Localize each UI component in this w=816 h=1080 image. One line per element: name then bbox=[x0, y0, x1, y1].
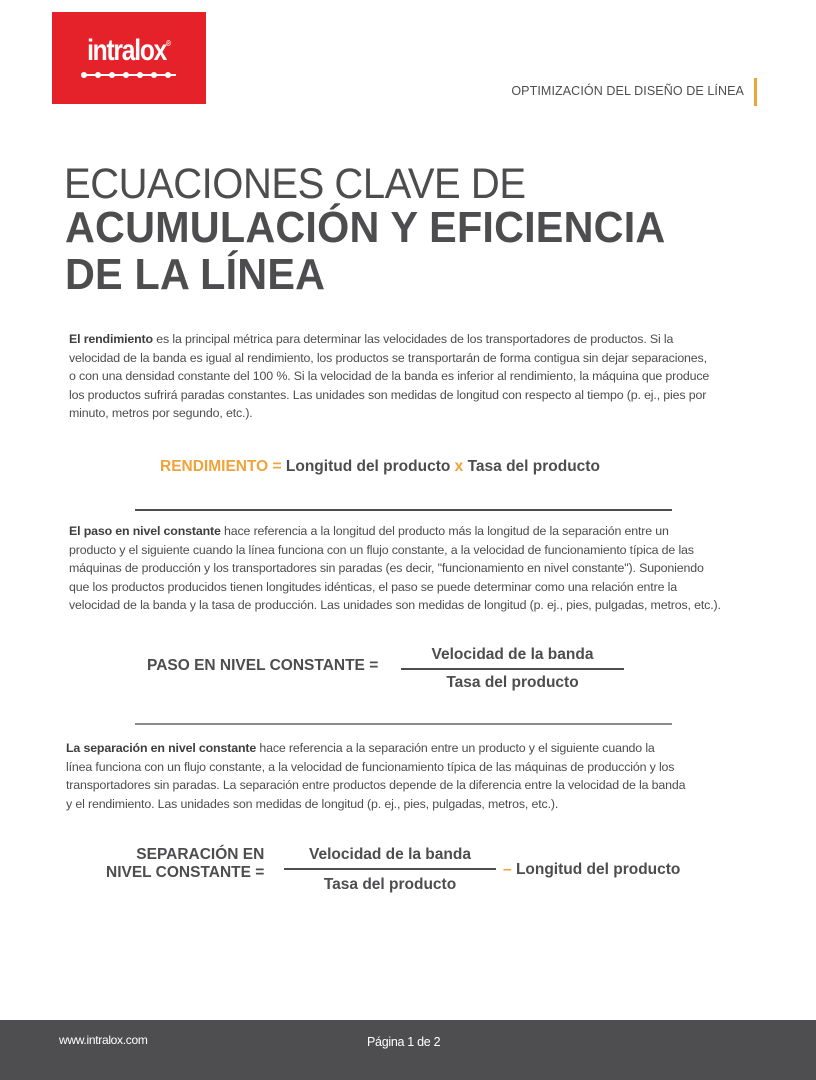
equation-label-line: SEPARACIÓN EN bbox=[136, 846, 265, 863]
equation-paso-label: PASO EN NIVEL CONSTANTE = bbox=[147, 657, 379, 674]
page-title-line-3: DE LA LÍNEA bbox=[65, 250, 326, 299]
paragraph-rendimiento bbox=[69, 330, 759, 423]
fraction-numerator: Velocidad de la banda bbox=[431, 646, 594, 663]
paragraph-paso bbox=[69, 522, 759, 615]
equation-paso-fraction bbox=[401, 646, 624, 692]
equation-operator: – bbox=[503, 861, 512, 878]
paragraph-line: línea funciona con un flujo constante, a la velocidad de funcionamiento típica de las máquinas de producción y los bbox=[66, 759, 675, 774]
equation-label-line: NIVEL CONSTANTE = bbox=[106, 864, 265, 881]
trademark-symbol: ® bbox=[166, 39, 171, 48]
fraction-bar bbox=[401, 668, 624, 670]
section-divider bbox=[135, 509, 672, 511]
footer-website-link[interactable]: www.intralox.com bbox=[59, 1033, 148, 1047]
equation-term: Longitud del producto bbox=[285, 458, 451, 475]
paragraph-lead: La separación en nivel constante bbox=[66, 741, 257, 755]
paragraph-lead: El paso en nivel constante bbox=[69, 524, 221, 538]
section-divider bbox=[135, 723, 672, 725]
footer-page-number: Página 1 de 2 bbox=[367, 1035, 441, 1049]
section-header-title: OPTIMIZACIÓN DEL DISEÑO DE LÍNEA bbox=[511, 84, 744, 98]
fraction-numerator: Velocidad de la banda bbox=[309, 846, 471, 863]
paragraph-line: velocidad de la banda y la tasa de producción. Las unidades son medidas de longitud (p. ej., pies, pulgadas, metros, etc.). bbox=[69, 598, 721, 613]
logo-text: intralox bbox=[87, 34, 167, 67]
logo-wordmark bbox=[66, 34, 192, 68]
paragraph-line: máquinas de producción y los transportadores sin paradas (es decir, "funcionamiento en nivel constante"). Suponiendo bbox=[69, 561, 704, 576]
paragraph-lead: El rendimiento bbox=[69, 332, 153, 346]
equation-label: RENDIMIENTO = bbox=[160, 458, 282, 475]
paragraph-line: transportadores sin paradas. La separación entre productos depende de la diferencia entre la velocidad de la banda bbox=[66, 778, 686, 793]
paragraph-line: que los productos producidos tienen longitudes idénticas, el paso se puede determinar como una relación entre la bbox=[69, 579, 677, 594]
equation-term: Tasa del producto bbox=[467, 458, 600, 475]
paragraph-text: hace referencia a la longitud del producto más la longitud de la separación entre un bbox=[220, 524, 669, 538]
paragraph-text: es la principal métrica para determinar las velocidades de los transportadores de productos. Si la bbox=[152, 332, 674, 346]
page-title-line-1: ECUACIONES CLAVE DE bbox=[64, 160, 526, 208]
paragraph-line: velocidad de la banda es igual al rendimiento, los productos se transportarán de forma contigua sin dejar separaciones, bbox=[69, 350, 707, 365]
paragraph-line: o con una densidad constante del 100 %. Si la velocidad de la banda es inferior al rendimiento, la máquina que produce bbox=[69, 369, 710, 384]
header-accent-bar bbox=[754, 78, 757, 106]
paragraph-line: minuto, metros por segundo, etc.). bbox=[69, 406, 253, 421]
equation-separacion-tail bbox=[503, 861, 680, 879]
paragraph-line: producto y el siguiente cuando la línea funciona con un flujo constante, a la velocidad de funcionamiento típica de las bbox=[69, 542, 694, 557]
fraction-denominator: Tasa del producto bbox=[446, 673, 579, 691]
intralox-logo bbox=[52, 12, 206, 104]
equation-term: Longitud del producto bbox=[515, 861, 681, 878]
equation-separacion-label bbox=[106, 846, 264, 882]
equation-separacion-fraction bbox=[284, 846, 496, 894]
equation-operator: x bbox=[454, 458, 464, 475]
paragraph-line: los productos sufrirá paradas constantes. Las unidades son medidas de longitud con respecto al tiempo (p. ej., pies por bbox=[69, 387, 707, 402]
page-title-line-2: ACUMULACIÓN Y EFICIENCIA bbox=[65, 203, 666, 252]
paragraph-text: hace referencia a la separación entre un producto y el siguiente cuando la bbox=[256, 741, 655, 755]
paragraph-separacion bbox=[66, 739, 726, 813]
paragraph-line: y el rendimiento. Las unidades son medidas de longitud (p. ej., pies, pulgadas, metros, etc.). bbox=[66, 796, 559, 811]
fraction-denominator: Tasa del producto bbox=[323, 875, 457, 893]
fraction-bar bbox=[284, 868, 496, 870]
equation-rendimiento bbox=[160, 458, 600, 476]
chain-icon bbox=[80, 71, 178, 79]
page-footer bbox=[0, 1020, 816, 1080]
